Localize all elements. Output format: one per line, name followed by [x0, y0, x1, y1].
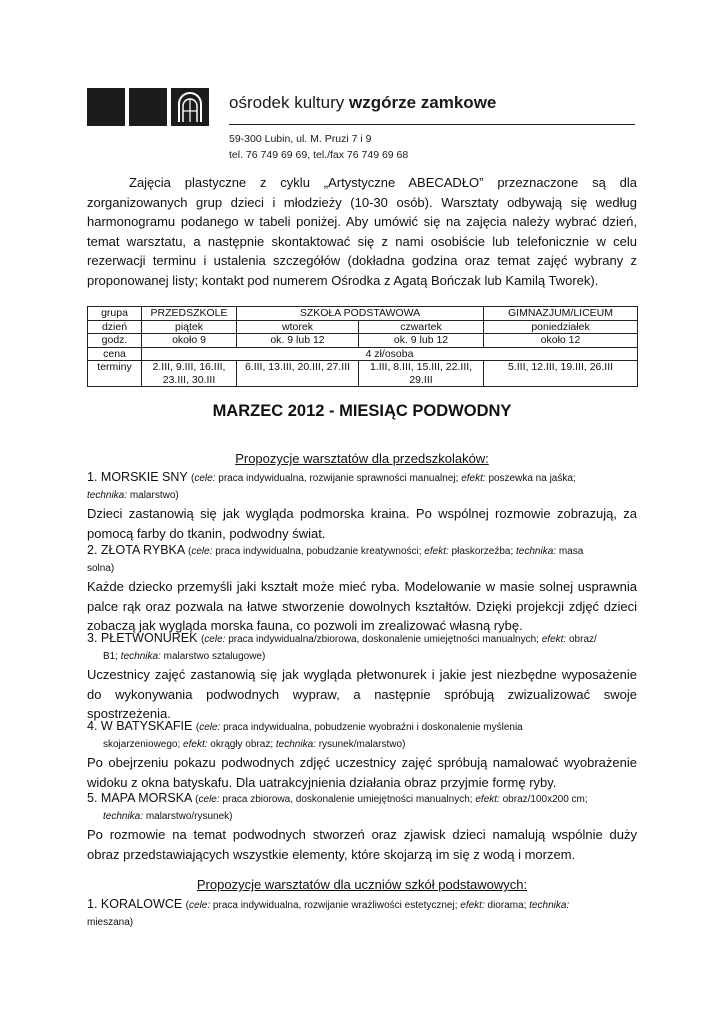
workshop-title: W BATYSKAFIE	[100, 719, 193, 733]
workshop-title: MAPA MORSKA	[100, 791, 192, 805]
gimnazjum-header: GIMNAZJUM/LICEUM	[484, 307, 638, 321]
dates-cell: 5.III, 12.III, 19.III, 26.III	[484, 361, 638, 387]
school-workshop-item-1	[87, 895, 637, 931]
workshop-item-4	[87, 717, 637, 792]
workshop-desc: Uczestnicy zajęć zastanowią się jak wygląda płetwonurek i jakie jest niezbędne wyposażenie do wykonywania podwodnych wypraw, a następnie spróbują zwizualizować swoje spostrzeżenia.	[87, 667, 637, 721]
intro-paragraph: Zajęcia plastyczne z cyklu „Artystyczne ABECADŁO” przeznaczone są dla zorganizowanych grup dzieci i młodzieży (10-30 osób). Warsztaty odbywają się według harmonogramu podanego w tabeli poniżej. Aby umówić się na zajęcia należy wybrać dzień, temat warsztatu, a następnie skontaktować się z nami osobiście lub telefonicznie w celu rezerwacji terminu i ustalenia szczegółów (dokładna godzina oraz temat zajęć wybrany z proponowanej listy; kontakt pod numerem Ośrodka z Agatą Bończak lub Kamilą Tworek).	[87, 175, 637, 288]
workshop-title: PŁETWONUREK	[100, 631, 198, 645]
workshop-desc: Po obejrzeniu pokazu podwodnych zdjęć uczestnicy zajęć spróbują namalować wyobrażenie widoku z okna batyskafu. Dla uatrakcyjnienia działania obraz przyjmie formę ryby.	[87, 755, 637, 790]
workshop-item-3	[87, 629, 637, 724]
workshop-title: KORALOWCE	[100, 897, 183, 911]
workshop-desc: Każde dziecko przemyśli jaki kształt może mieć ryba. Modelowanie w masie solnej usprawnia palce rąk oraz pozwala na łatwe stworzenie dowolnych kształtów. Dzięki projekcji zdjęć dzieci zobaczą jak wygląda morska fauna, co pozwoli im zrealizować własną rybę.	[87, 579, 637, 633]
day-cell: piątek	[142, 320, 237, 334]
day-cell: poniedziałek	[484, 320, 638, 334]
terminy-label: terminy	[88, 361, 142, 387]
price-cell: 4 zł/osoba	[142, 347, 638, 361]
workshop-heading: 1. KORALOWCE (cele: praca indywidualna, rozwijanie wrażliwości estetycznej; efekt: diorama; technika:	[87, 897, 570, 911]
logo-square-1	[87, 88, 125, 126]
header-divider	[229, 124, 635, 125]
phone-line: tel. 76 749 69 69, tel./fax 76 749 69 68	[229, 149, 409, 161]
table-row	[88, 334, 638, 348]
grupa-label: grupa	[88, 307, 142, 321]
hour-cell: ok. 9 lub 12	[359, 334, 484, 348]
godz-label: godz.	[88, 334, 142, 348]
workshop-heading: 1. MORSKIE SNY (cele: praca indywidualna, rozwijanie sprawności manualnej; efekt: poszewka na jaśka;	[87, 470, 576, 484]
dates-cell: 6.III, 13.III, 20.III, 27.III	[237, 361, 359, 387]
month-title: MARZEC 2012 - MIESIĄC PODWODNY	[212, 402, 512, 420]
table-row	[88, 307, 638, 321]
workshop-item-5	[87, 789, 637, 864]
workshop-item-1	[87, 468, 637, 543]
hour-cell: około 9	[142, 334, 237, 348]
dzien-label: dzień	[88, 320, 142, 334]
workshop-title: MORSKIE SNY	[100, 470, 188, 484]
przedszkole-header: PRZEDSZKOLE	[142, 307, 237, 321]
workshop-meta-cont: solna)	[87, 563, 115, 574]
logo-square-2	[129, 88, 167, 126]
workshop-meta-cont: mieszana)	[87, 917, 134, 928]
table-row	[88, 347, 638, 361]
schedule-table	[87, 306, 638, 387]
section-title-preschool: Propozycje warsztatów dla przedszkolaków:	[235, 451, 489, 466]
dates-cell: 2.III, 9.III, 16.III, 23.III, 30.III	[142, 361, 237, 387]
dates-cell: 1.III, 8.III, 15.III, 22.III, 29.III	[359, 361, 484, 387]
address-line: 59-300 Lubin, ul. M. Pruzi 7 i 9	[229, 133, 372, 145]
org-name-bold: wzgórze zamkowe	[349, 93, 497, 112]
day-cell: wtorek	[237, 320, 359, 334]
workshop-meta-cont: B1; technika: malarstwo sztalugowe)	[103, 651, 266, 662]
section-title-school: Propozycje warsztatów dla uczniów szkół podstawowych:	[196, 877, 528, 892]
workshop-item-2	[87, 541, 637, 636]
szkola-header: SZKOŁA PODSTAWOWA	[237, 307, 484, 321]
day-cell: czwartek	[359, 320, 484, 334]
cena-label: cena	[88, 347, 142, 361]
hour-cell: około 12	[484, 334, 638, 348]
logo	[87, 88, 209, 126]
workshop-heading: 5. MAPA MORSKA (cele: praca zbiorowa, doskonalenie umiejętności manualnych; efekt: obraz/100x200 cm;	[87, 791, 588, 805]
workshop-heading: 4. W BATYSKAFIE (cele: praca indywidualna, pobudzenie wyobraźni i doskonalenie myślenia	[87, 719, 523, 733]
workshop-meta-cont: technika: malarstwo)	[87, 490, 179, 501]
logo-arch-icon	[171, 88, 209, 126]
workshop-title: ZŁOTA RYBKA	[100, 543, 185, 557]
workshop-desc: Dzieci zastanowią się jak wygląda podmorska kraina. Po wspólnej rozmowie zobrazują, za pomocą farby do tkanin, podwodny świat.	[87, 506, 637, 541]
org-name: ośrodek kultury wzgórze zamkowe	[229, 93, 497, 112]
workshop-heading: 2. ZŁOTA RYBKA (cele: praca indywidualna, pobudzanie kreatywności; efekt: płaskorzeźba; technika: masa	[87, 543, 584, 557]
workshop-desc: Po rozmowie na temat podwodnych stworzeń oraz zjawisk dzieci namalują wspólnie duży obraz przedstawiających wszystkie elementy, które skojarzą im się z wodą i morzem.	[87, 827, 637, 862]
workshop-meta-cont: skojarzeniowego; efekt: okrągły obraz; technika: rysunek/malarstwo)	[103, 739, 406, 750]
table-row	[88, 361, 638, 387]
workshop-meta-cont: technika: malarstwo/rysunek)	[103, 811, 233, 822]
workshop-heading: 3. PŁETWONUREK (cele: praca indywidualna/zbiorowa, doskonalenie umiejętności manualnych; efekt: obraz/	[87, 631, 597, 645]
table-row	[88, 320, 638, 334]
hour-cell: ok. 9 lub 12	[237, 334, 359, 348]
